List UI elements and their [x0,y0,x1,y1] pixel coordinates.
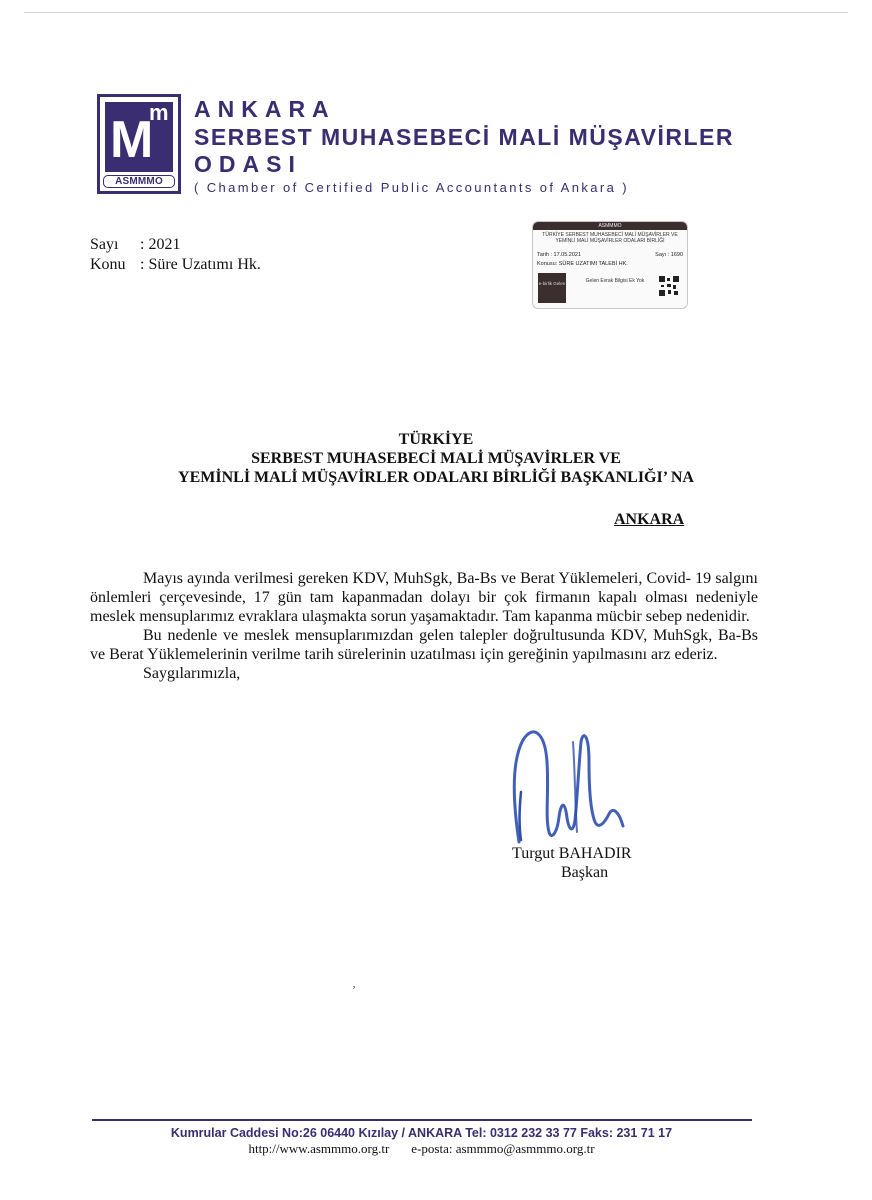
recipient-line2: SERBEST MUHASEBECİ MALİ MÜŞAVİRLER VE [251,450,621,467]
sayi-value: : 2021 [140,236,181,253]
stamp-info: Gelen Evrak Bilgisi Ek Yok [585,278,645,284]
letter-body [90,569,758,683]
stamp-org: TÜRKİYE SERBEST MUHASEBECİ MALİ MÜŞAVİRLER VE YEMİNLİ MALİ MÜŞAVİRLER ODALARI BİRLİĞİ [542,232,678,244]
recipient-line3: YEMİNLİ MALİ MÜŞAVİRLER ODALARI BİRLİĞİ BAŞKANLIĞI’ NA [178,469,694,486]
sayi-label: Sayı [90,236,119,253]
ink-speck: ʼ [352,983,356,997]
logo-big-letter: M [110,111,154,169]
konu-row [90,255,261,274]
incoming-document-stamp [532,221,688,309]
logo-small-letter: m [149,100,169,125]
konu-value: : Süre Uzatımı Hk. [140,256,261,273]
stamp-subject: Konusu: SÜRE UZATIMI TALEBİ HK. [537,261,628,267]
closing-line: Saygılarımızla, [143,665,241,682]
signer-name: Turgut BAHADIR [512,845,632,862]
footer-rule [92,1119,752,1121]
footer-contact [0,1141,843,1157]
org-name-line1: ANKARA [194,96,336,122]
organization-logo [97,94,181,194]
top-rule [24,12,848,13]
qr-code-icon [659,276,679,296]
recipient-line1: TÜRKİYE [398,431,474,448]
stamp-number: Sayı : 1690 [655,252,683,258]
logo-acronym: ASMMMO [103,175,175,188]
stamp-header: ASMMMO [533,222,687,230]
org-name-line3: ODASI [194,151,302,177]
org-name-line2: SERBEST MUHASEBECİ MALİ MÜŞAVİRLER [194,124,734,150]
recipient-city: ANKARA [614,511,685,528]
footer-address: Kumrular Caddesi No:26 06440 Kızılay / ANKARA Tel: 0312 232 33 77 Faks: 231 71 17 [170,1126,673,1140]
handwritten-signature [505,722,655,862]
footer-website[interactable]: http://www.asmmmo.org.tr [248,1141,390,1156]
body-paragraph-2: Bu nedenle ve meslek mensuplarımızdan gelen talepler doğrultusunda KDV, MuhSgk, Ba-Bs ve Berat Yüklemelerinin verilme tarih sürelerinin uzatılması için gereğinin yapılmasını arz ederiz. [90,627,758,663]
footer-email[interactable]: e-posta: asmmmo@asmmmo.org.tr [411,1141,595,1156]
org-english-name: ( Chamber of Certified Public Accountants of Ankara ) [194,180,630,195]
signer-title: Başkan [561,864,609,881]
body-paragraph-1: Mayıs ayında verilmesi gereken KDV, MuhSgk, Ba-Bs ve Berat Yüklemeleri, Covid- 19 salgını önlemleri çerçevesinde, 17 gün tam kapanmadan dolayı bir çok firmanın kapalı olması nedeniyle meslek mensuplarımız evraklara ulaşmakta sorun yaşamaktadır. Tam kapanma mücbir sebep nedenidir. [90,570,758,625]
logo-mark [105,102,173,172]
stamp-date: Tarih : 17.05.2021 [537,252,582,258]
konu-label: Konu [90,256,126,273]
sayi-row [90,235,180,254]
stamp-dark-label: e-birlik Gelen [538,273,566,303]
